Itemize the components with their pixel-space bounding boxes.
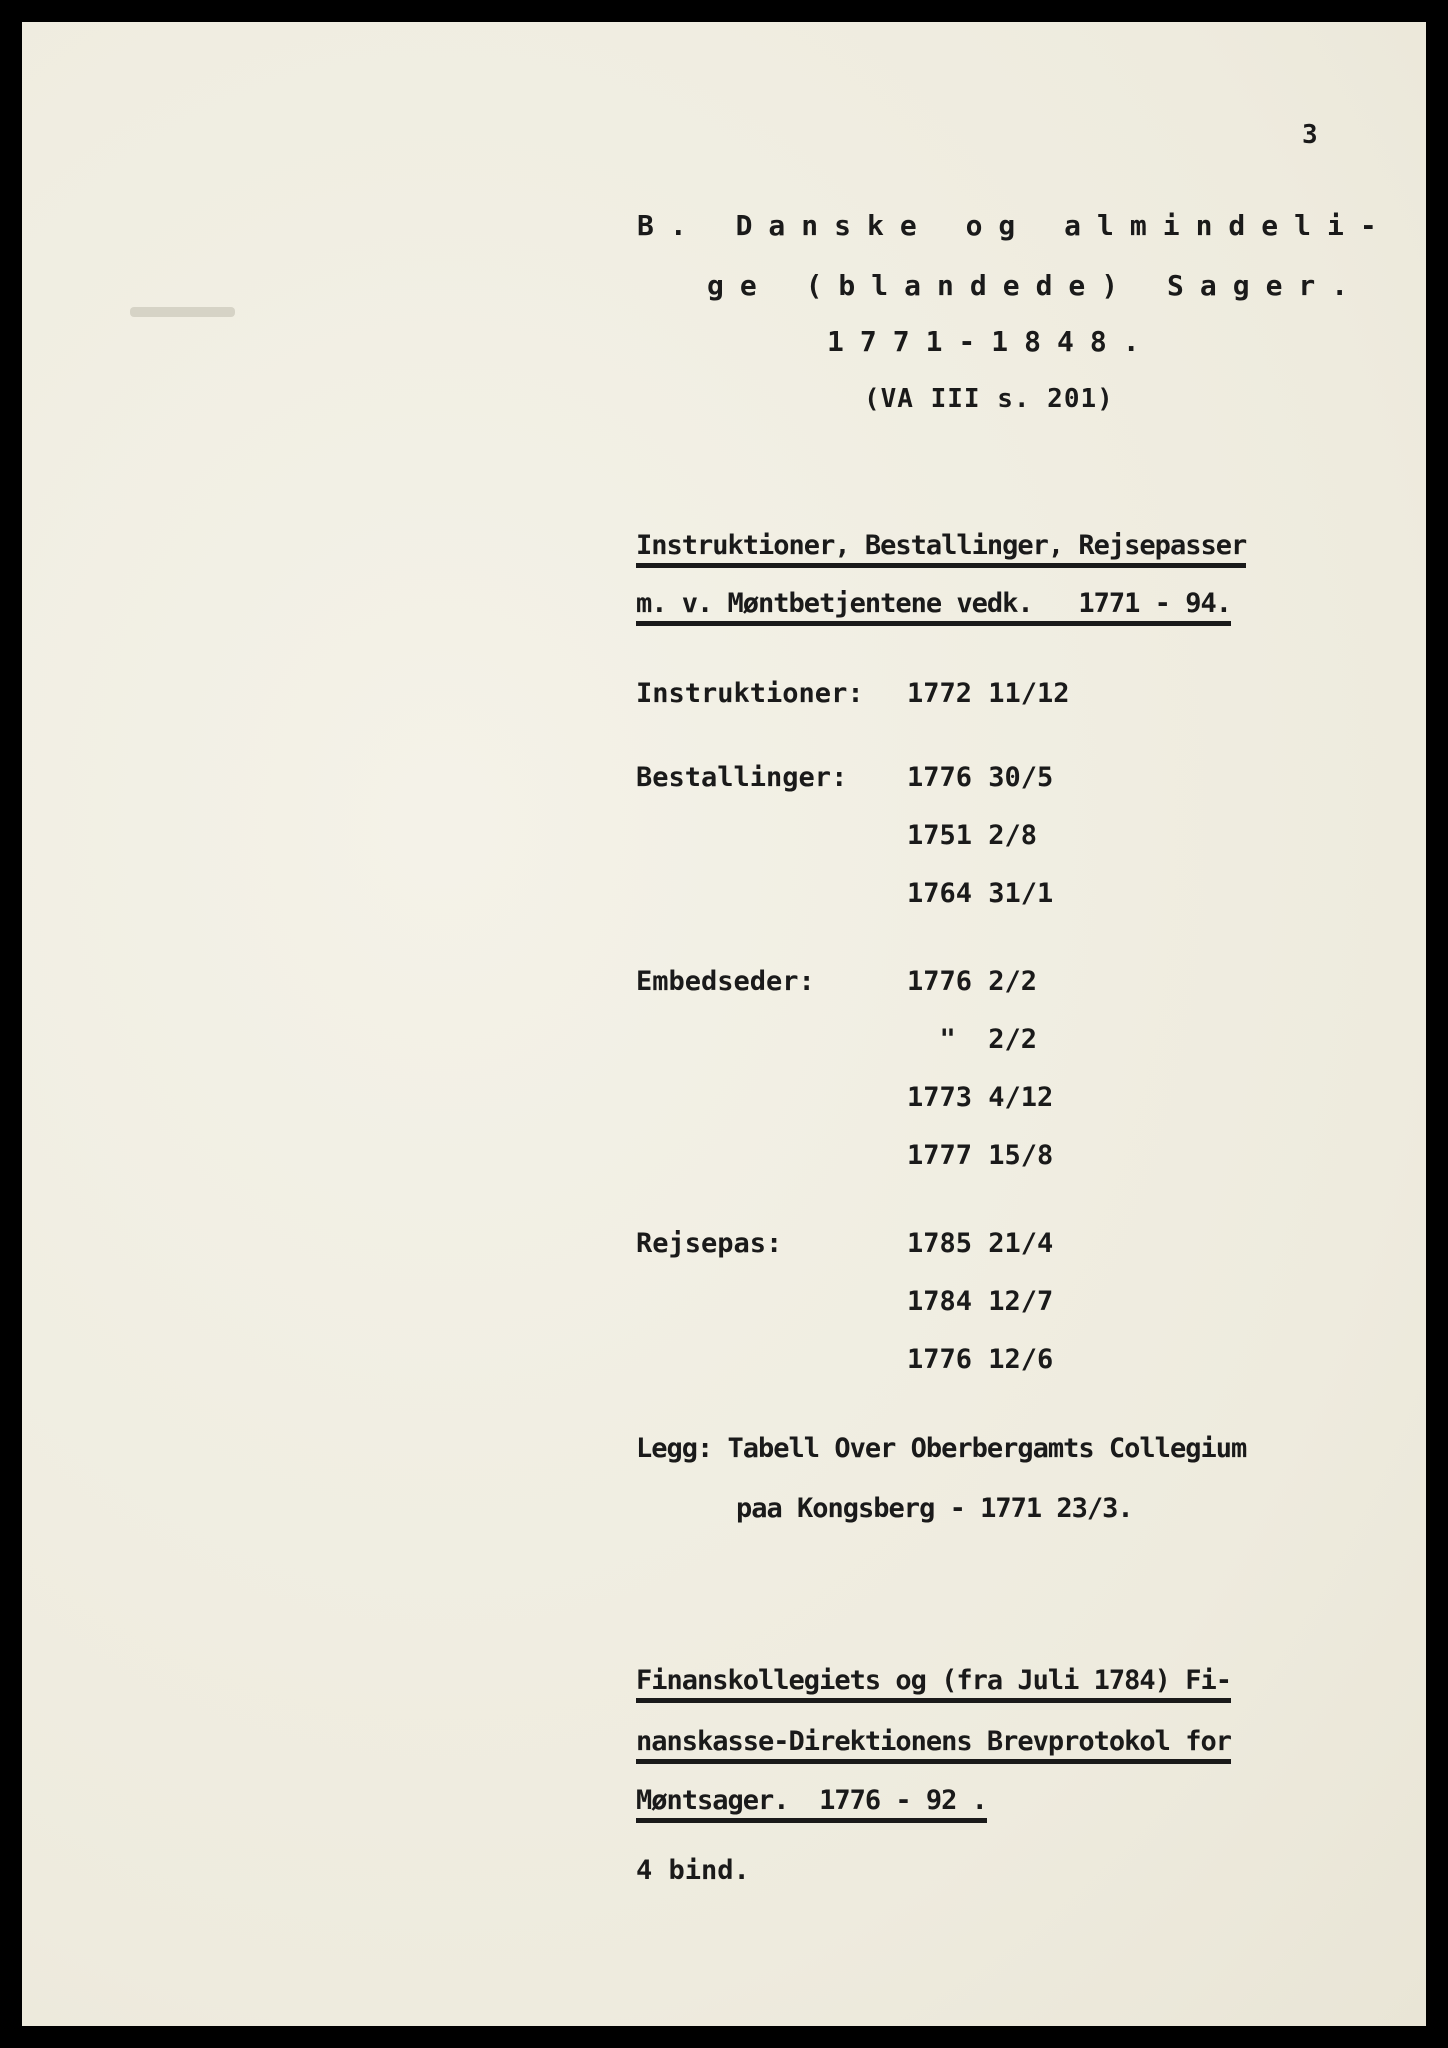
legg-line-1: Legg: Tabell Over Oberbergamts Collegium [636,1433,1247,1464]
entry-label: Rejsepas: [636,1228,783,1259]
page-number: 3 [1302,120,1318,150]
section2-heading-line-1: Finanskollegiets og (fra Juli 1784) Fi- [636,1667,1231,1703]
paper-smudge [130,307,235,317]
entry-value: 1772 11/12 [907,678,1070,709]
entry-value: 1784 12/7 [907,1286,1054,1317]
legg-line-2: paa Kongsberg - 1771 23/3. [736,1493,1133,1524]
document-page [22,22,1426,2026]
entry-label: Bestallinger: [636,762,848,793]
entry-label: Instruktioner: [636,678,864,709]
title-reference: (VA III s. 201) [864,384,1114,414]
entry-value: " 2/2 [907,1024,1038,1055]
section2-note: 4 bind. [636,1855,750,1886]
entry-label: Embedseder: [636,966,815,997]
entry-value: 1773 4/12 [907,1082,1054,1113]
entry-value: 1776 2/2 [907,966,1038,997]
entry-value: 1764 31/1 [907,878,1054,909]
title-line-3: 1771-1848. [827,325,1156,358]
entry-value: 1751 2/8 [907,820,1038,851]
entry-value: 1776 30/5 [907,762,1054,793]
entry-value: 1776 12/6 [907,1344,1054,1375]
title-line-2: ge (blandede) Sager. [707,269,1365,302]
section1-heading-line-2: m. v. Møntbetjentene vedk. 1771 - 94. [636,590,1231,626]
entry-value: 1785 21/4 [907,1228,1054,1259]
section2-heading-line-2: nanskasse-Direktionens Brevprotokol for [636,1728,1231,1764]
section1-heading-line-1: Instruktioner, Bestallinger, Rejsepasser [636,532,1246,568]
section2-heading-line-3: Møntsager. 1776 - 92 . [636,1787,987,1823]
entry-value: 1777 15/8 [907,1140,1054,1171]
title-line-1: B. Danske og almindeli- [637,209,1393,242]
